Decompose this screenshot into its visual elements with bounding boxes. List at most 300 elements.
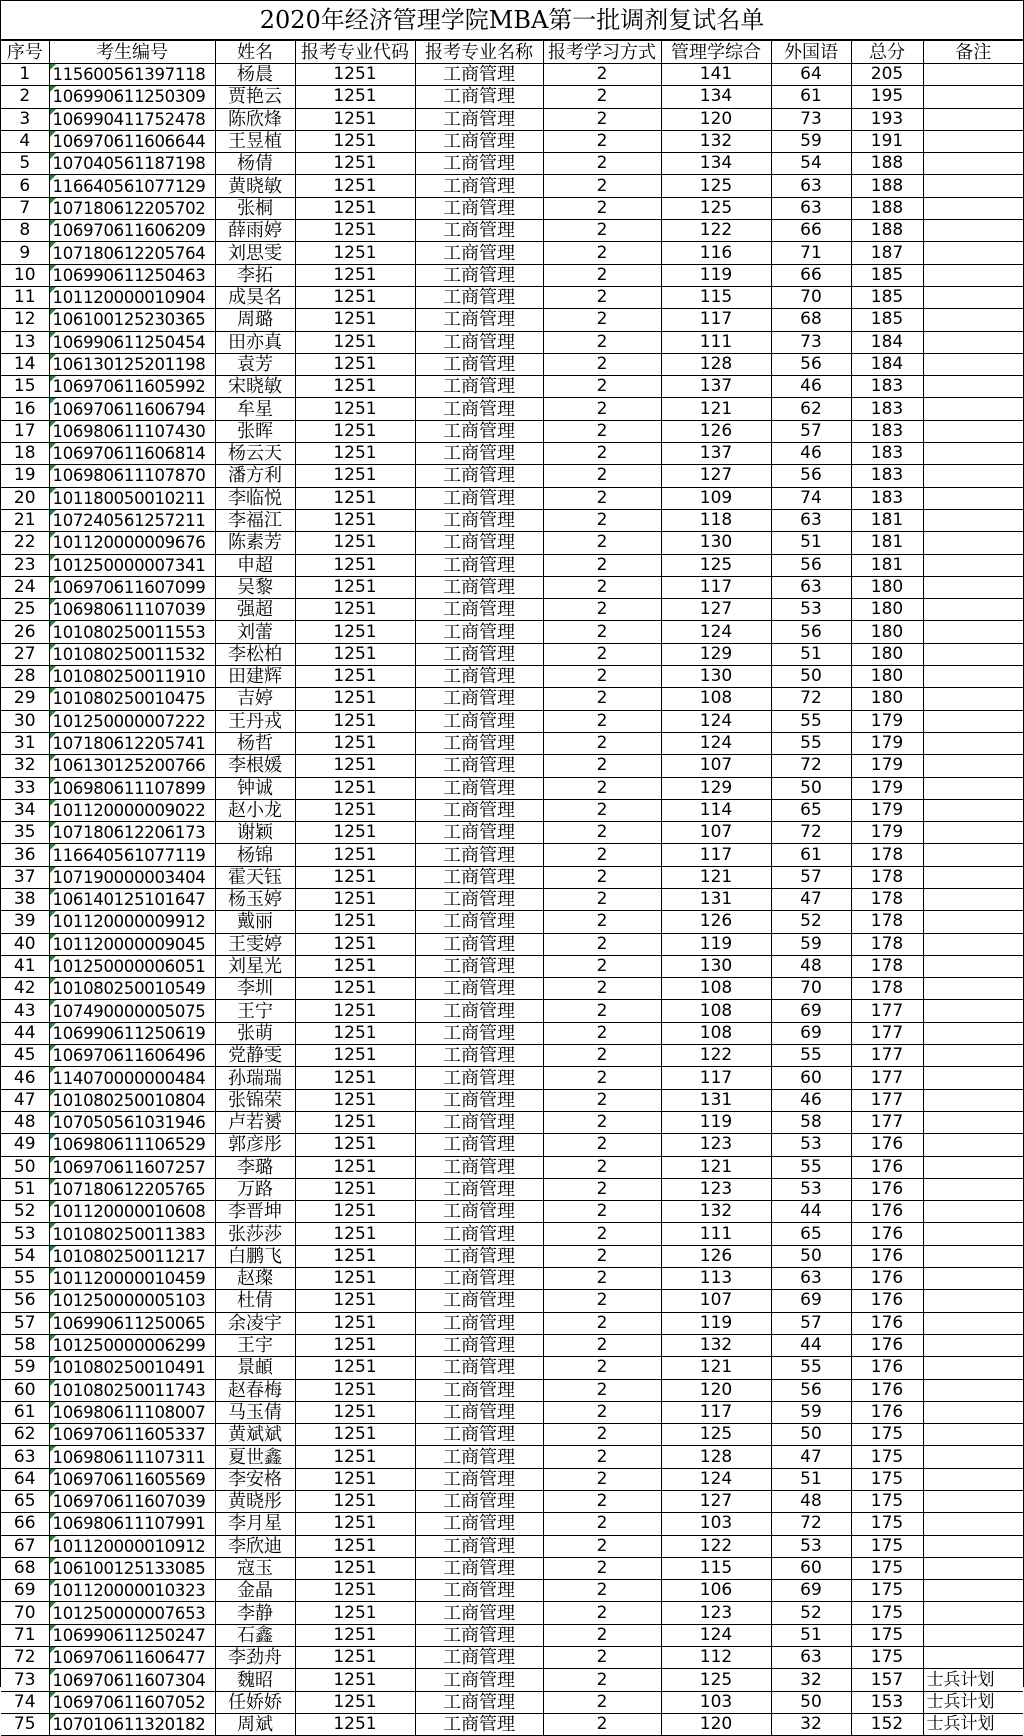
exam-id-cell: 106990611250309 (49, 86, 215, 108)
exam-id-cell: 106970611607052 (49, 1691, 215, 1713)
name-cell: 杨晨 (215, 64, 295, 86)
major-code-cell: 1251 (295, 978, 415, 1000)
seq-cell: 75 (1, 1713, 49, 1735)
name-cell: 李欣迪 (215, 1535, 295, 1557)
name-cell: 白鹏飞 (215, 1245, 295, 1267)
major-name-cell: 工商管理 (415, 1000, 543, 1022)
study-mode-cell: 2 (543, 844, 661, 866)
table-row (1, 1178, 1023, 1200)
exam-id-cell: 106100125133085 (49, 1557, 215, 1579)
major-name-cell: 工商管理 (415, 933, 543, 955)
major-name-cell: 工商管理 (415, 1580, 543, 1602)
major-code-cell: 1251 (295, 443, 415, 465)
study-mode-cell: 2 (543, 1401, 661, 1423)
remarks-cell (923, 264, 1023, 286)
seq-cell: 50 (1, 1156, 49, 1178)
seq-cell: 22 (1, 532, 49, 554)
table-row (1, 220, 1023, 242)
seq-cell: 66 (1, 1513, 49, 1535)
study-mode-cell: 2 (543, 443, 661, 465)
name-cell: 黄斌斌 (215, 1424, 295, 1446)
seq-cell: 1 (1, 64, 49, 86)
table-row (1, 1424, 1023, 1446)
foreign-language-cell: 57 (771, 420, 851, 442)
table-row (1, 666, 1023, 688)
table-row (1, 1134, 1023, 1156)
foreign-language-cell: 65 (771, 1223, 851, 1245)
name-cell: 田亦真 (215, 331, 295, 353)
exam-id-cell: 106990611250247 (49, 1624, 215, 1646)
major-code-cell: 1251 (295, 1379, 415, 1401)
table-row (1, 755, 1023, 777)
major-code-cell: 1251 (295, 1245, 415, 1267)
foreign-language-cell: 44 (771, 1201, 851, 1223)
total-score-cell: 179 (851, 732, 923, 754)
total-score-cell: 176 (851, 1334, 923, 1356)
management-score-cell: 116 (661, 242, 771, 264)
foreign-language-cell: 51 (771, 532, 851, 554)
major-name-cell: 工商管理 (415, 1089, 543, 1111)
seq-cell: 31 (1, 732, 49, 754)
major-code-cell: 1251 (295, 1134, 415, 1156)
name-cell: 张莎莎 (215, 1223, 295, 1245)
table-row (1, 1401, 1023, 1423)
exam-id-cell: 101250000006051 (49, 955, 215, 977)
name-cell: 王雯婷 (215, 933, 295, 955)
exam-id-cell: 106970611606209 (49, 220, 215, 242)
study-mode-cell: 2 (543, 309, 661, 331)
study-mode-cell: 2 (543, 1580, 661, 1602)
total-score-cell: 185 (851, 309, 923, 331)
exam-id-cell: 114070000000484 (49, 1067, 215, 1089)
remarks-cell (923, 1334, 1023, 1356)
study-mode-cell: 2 (543, 978, 661, 1000)
seq-cell: 21 (1, 509, 49, 531)
remarks-cell (923, 487, 1023, 509)
header-cell-exam-id: 考生编号 (49, 41, 215, 64)
seq-cell: 4 (1, 130, 49, 152)
table-row (1, 376, 1023, 398)
foreign-language-cell: 57 (771, 1312, 851, 1334)
foreign-language-cell: 51 (771, 1624, 851, 1646)
major-name-cell: 工商管理 (415, 1468, 543, 1490)
total-score-cell: 188 (851, 197, 923, 219)
remarks-cell (923, 64, 1023, 86)
major-code-cell: 1251 (295, 1357, 415, 1379)
management-score-cell: 119 (661, 933, 771, 955)
remarks-cell (923, 955, 1023, 977)
seq-cell: 38 (1, 888, 49, 910)
major-name-cell: 工商管理 (415, 1379, 543, 1401)
foreign-language-cell: 46 (771, 443, 851, 465)
major-name-cell: 工商管理 (415, 1045, 543, 1067)
exam-id-cell: 107050561031946 (49, 1111, 215, 1133)
name-cell: 黄晓敏 (215, 175, 295, 197)
remarks-cell (923, 153, 1023, 175)
study-mode-cell: 2 (543, 732, 661, 754)
remarks-cell (923, 888, 1023, 910)
major-code-cell: 1251 (295, 933, 415, 955)
remarks-cell (923, 666, 1023, 688)
foreign-language-cell: 69 (771, 1000, 851, 1022)
seq-cell: 12 (1, 309, 49, 331)
exam-id-cell: 106970611607304 (49, 1669, 215, 1691)
sheet-title: 2020年经济管理学院MBA第一批调剂复试名单 (1, 0, 1023, 40)
total-score-cell: 183 (851, 398, 923, 420)
seq-cell: 34 (1, 799, 49, 821)
name-cell: 杨哲 (215, 732, 295, 754)
total-score-cell: 177 (851, 1067, 923, 1089)
seq-cell: 51 (1, 1178, 49, 1200)
total-score-cell: 177 (851, 1045, 923, 1067)
name-cell: 李圳 (215, 978, 295, 1000)
management-score-cell: 115 (661, 1557, 771, 1579)
table-row (1, 621, 1023, 643)
name-cell: 杨云天 (215, 443, 295, 465)
management-score-cell: 117 (661, 309, 771, 331)
study-mode-cell: 2 (543, 376, 661, 398)
major-code-cell: 1251 (295, 911, 415, 933)
total-score-cell: 179 (851, 710, 923, 732)
total-score-cell: 184 (851, 331, 923, 353)
exam-id-cell: 101120000010459 (49, 1268, 215, 1290)
total-score-cell: 184 (851, 353, 923, 375)
major-name-cell: 工商管理 (415, 688, 543, 710)
table-row (1, 264, 1023, 286)
exam-id-cell: 106980611107991 (49, 1513, 215, 1535)
remarks-cell (923, 1111, 1023, 1133)
study-mode-cell: 2 (543, 1647, 661, 1669)
major-code-cell: 1251 (295, 643, 415, 665)
total-score-cell: 176 (851, 1134, 923, 1156)
management-score-cell: 119 (661, 1312, 771, 1334)
study-mode-cell: 2 (543, 755, 661, 777)
foreign-language-cell: 69 (771, 1022, 851, 1044)
major-code-cell: 1251 (295, 64, 415, 86)
seq-cell: 11 (1, 286, 49, 308)
major-code-cell: 1251 (295, 1401, 415, 1423)
exam-id-cell: 101250000006299 (49, 1334, 215, 1356)
table-body (1, 41, 1023, 1736)
seq-cell: 74 (1, 1691, 49, 1713)
remarks-cell (923, 1424, 1023, 1446)
name-cell: 钟诚 (215, 777, 295, 799)
table-row (1, 153, 1023, 175)
name-cell: 李临悦 (215, 487, 295, 509)
foreign-language-cell: 59 (771, 1401, 851, 1423)
exam-id-cell: 107190000003404 (49, 866, 215, 888)
study-mode-cell: 2 (543, 1312, 661, 1334)
remarks-cell (923, 331, 1023, 353)
seq-cell: 39 (1, 911, 49, 933)
major-name-cell: 工商管理 (415, 1334, 543, 1356)
study-mode-cell: 2 (543, 777, 661, 799)
foreign-language-cell: 50 (771, 1424, 851, 1446)
management-score-cell: 108 (661, 978, 771, 1000)
table-row (1, 1713, 1023, 1735)
name-cell: 赵小龙 (215, 799, 295, 821)
table-row (1, 1446, 1023, 1468)
remarks-cell (923, 197, 1023, 219)
major-code-cell: 1251 (295, 1468, 415, 1490)
total-score-cell: 180 (851, 599, 923, 621)
exam-id-cell: 106140125101647 (49, 888, 215, 910)
exam-id-cell: 101250000007341 (49, 554, 215, 576)
study-mode-cell: 2 (543, 86, 661, 108)
management-score-cell: 107 (661, 822, 771, 844)
exam-id-cell: 101080250010804 (49, 1089, 215, 1111)
name-cell: 夏世鑫 (215, 1446, 295, 1468)
name-cell: 袁芳 (215, 353, 295, 375)
management-score-cell: 106 (661, 1580, 771, 1602)
management-score-cell: 126 (661, 1245, 771, 1267)
major-name-cell: 工商管理 (415, 1201, 543, 1223)
management-score-cell: 128 (661, 353, 771, 375)
major-code-cell: 1251 (295, 1647, 415, 1669)
total-score-cell: 176 (851, 1357, 923, 1379)
major-code-cell: 1251 (295, 688, 415, 710)
remarks-cell (923, 576, 1023, 598)
name-cell: 马玉倩 (215, 1401, 295, 1423)
total-score-cell: 175 (851, 1513, 923, 1535)
major-code-cell: 1251 (295, 866, 415, 888)
table-row (1, 1580, 1023, 1602)
major-code-cell: 1251 (295, 1268, 415, 1290)
name-cell: 余凌宇 (215, 1312, 295, 1334)
seq-cell: 57 (1, 1312, 49, 1334)
remarks-cell (923, 822, 1023, 844)
major-name-cell: 工商管理 (415, 1557, 543, 1579)
foreign-language-cell: 50 (771, 666, 851, 688)
management-score-cell: 121 (661, 398, 771, 420)
major-code-cell: 1251 (295, 331, 415, 353)
total-score-cell: 183 (851, 376, 923, 398)
seq-cell: 13 (1, 331, 49, 353)
seq-cell: 64 (1, 1468, 49, 1490)
table-row (1, 64, 1023, 86)
remarks-cell (923, 309, 1023, 331)
major-name-cell: 工商管理 (415, 465, 543, 487)
header-cell-management-score: 管理学综合 (661, 41, 771, 64)
total-score-cell: 187 (851, 242, 923, 264)
seq-cell: 28 (1, 666, 49, 688)
study-mode-cell: 2 (543, 1624, 661, 1646)
remarks-cell (923, 1513, 1023, 1535)
exam-id-cell: 106970611605569 (49, 1468, 215, 1490)
total-score-cell: 176 (851, 1401, 923, 1423)
remarks-cell (923, 86, 1023, 108)
total-score-cell: 183 (851, 443, 923, 465)
major-name-cell: 工商管理 (415, 888, 543, 910)
table-row (1, 866, 1023, 888)
major-code-cell: 1251 (295, 1334, 415, 1356)
major-name-cell: 工商管理 (415, 1602, 543, 1624)
study-mode-cell: 2 (543, 1691, 661, 1713)
management-score-cell: 129 (661, 643, 771, 665)
name-cell: 陈素芳 (215, 532, 295, 554)
name-cell: 潘方利 (215, 465, 295, 487)
table-row (1, 599, 1023, 621)
name-cell: 成昊名 (215, 286, 295, 308)
foreign-language-cell: 72 (771, 755, 851, 777)
study-mode-cell: 2 (543, 1491, 661, 1513)
foreign-language-cell: 50 (771, 777, 851, 799)
major-code-cell: 1251 (295, 153, 415, 175)
study-mode-cell: 2 (543, 487, 661, 509)
exam-id-cell: 106980611106529 (49, 1134, 215, 1156)
seq-cell: 54 (1, 1245, 49, 1267)
major-name-cell: 工商管理 (415, 376, 543, 398)
major-code-cell: 1251 (295, 576, 415, 598)
major-name-cell: 工商管理 (415, 710, 543, 732)
name-cell: 杜倩 (215, 1290, 295, 1312)
name-cell: 田建辉 (215, 666, 295, 688)
foreign-language-cell: 59 (771, 933, 851, 955)
study-mode-cell: 2 (543, 799, 661, 821)
study-mode-cell: 2 (543, 1535, 661, 1557)
major-code-cell: 1251 (295, 1201, 415, 1223)
major-code-cell: 1251 (295, 799, 415, 821)
management-score-cell: 130 (661, 666, 771, 688)
major-name-cell: 工商管理 (415, 509, 543, 531)
management-score-cell: 103 (661, 1513, 771, 1535)
remarks-cell (923, 1401, 1023, 1423)
total-score-cell: 181 (851, 554, 923, 576)
foreign-language-cell: 46 (771, 376, 851, 398)
header-cell-major-name: 报考专业名称 (415, 41, 543, 64)
study-mode-cell: 2 (543, 64, 661, 86)
major-name-cell: 工商管理 (415, 732, 543, 754)
management-score-cell: 127 (661, 599, 771, 621)
total-score-cell: 176 (851, 1156, 923, 1178)
study-mode-cell: 2 (543, 197, 661, 219)
remarks-cell (923, 1580, 1023, 1602)
management-score-cell: 125 (661, 554, 771, 576)
management-score-cell: 127 (661, 465, 771, 487)
major-name-cell: 工商管理 (415, 108, 543, 130)
study-mode-cell: 2 (543, 1201, 661, 1223)
management-score-cell: 120 (661, 1379, 771, 1401)
seq-cell: 15 (1, 376, 49, 398)
table-row (1, 554, 1023, 576)
total-score-cell: 177 (851, 1000, 923, 1022)
name-cell: 卢若赟 (215, 1111, 295, 1133)
remarks-cell (923, 1557, 1023, 1579)
name-cell: 刘星光 (215, 955, 295, 977)
major-code-cell: 1251 (295, 487, 415, 509)
foreign-language-cell: 32 (771, 1713, 851, 1735)
remarks-cell (923, 799, 1023, 821)
study-mode-cell: 2 (543, 420, 661, 442)
remarks-cell (923, 599, 1023, 621)
foreign-language-cell: 32 (771, 1669, 851, 1691)
major-code-cell: 1251 (295, 264, 415, 286)
management-score-cell: 122 (661, 220, 771, 242)
table-row (1, 509, 1023, 531)
exam-id-cell: 106990411752478 (49, 108, 215, 130)
exam-id-cell: 106980611108007 (49, 1401, 215, 1423)
total-score-cell: 180 (851, 688, 923, 710)
major-name-cell: 工商管理 (415, 197, 543, 219)
major-name-cell: 工商管理 (415, 1446, 543, 1468)
foreign-language-cell: 73 (771, 331, 851, 353)
total-score-cell: 178 (851, 955, 923, 977)
major-code-cell: 1251 (295, 108, 415, 130)
major-code-cell: 1251 (295, 1669, 415, 1691)
table-row (1, 1000, 1023, 1022)
major-name-cell: 工商管理 (415, 1067, 543, 1089)
major-code-cell: 1251 (295, 398, 415, 420)
total-score-cell: 176 (851, 1268, 923, 1290)
foreign-language-cell: 56 (771, 621, 851, 643)
study-mode-cell: 2 (543, 1513, 661, 1535)
major-name-cell: 工商管理 (415, 1691, 543, 1713)
major-name-cell: 工商管理 (415, 1111, 543, 1133)
remarks-cell (923, 1067, 1023, 1089)
table-row (1, 1602, 1023, 1624)
remarks-cell: 士兵计划 (923, 1669, 1023, 1691)
name-cell: 杨锦 (215, 844, 295, 866)
exam-id-cell: 106980611107039 (49, 599, 215, 621)
total-score-cell: 183 (851, 465, 923, 487)
exam-id-cell: 101080250011217 (49, 1245, 215, 1267)
major-name-cell: 工商管理 (415, 220, 543, 242)
management-score-cell: 111 (661, 1223, 771, 1245)
major-code-cell: 1251 (295, 286, 415, 308)
table-row (1, 443, 1023, 465)
study-mode-cell: 2 (543, 1045, 661, 1067)
major-code-cell: 1251 (295, 554, 415, 576)
table-row (1, 1268, 1023, 1290)
study-mode-cell: 2 (543, 621, 661, 643)
foreign-language-cell: 53 (771, 1535, 851, 1557)
exam-id-cell: 106130125200766 (49, 755, 215, 777)
exam-id-cell: 107180612205764 (49, 242, 215, 264)
table-row (1, 465, 1023, 487)
total-score-cell: 178 (851, 866, 923, 888)
total-score-cell: 205 (851, 64, 923, 86)
table-row (1, 1312, 1023, 1334)
foreign-language-cell: 48 (771, 1491, 851, 1513)
total-score-cell: 183 (851, 420, 923, 442)
management-score-cell: 117 (661, 844, 771, 866)
management-score-cell: 134 (661, 153, 771, 175)
table-row (1, 86, 1023, 108)
name-cell: 张晖 (215, 420, 295, 442)
foreign-language-cell: 63 (771, 576, 851, 598)
foreign-language-cell: 59 (771, 130, 851, 152)
management-score-cell: 125 (661, 197, 771, 219)
foreign-language-cell: 51 (771, 643, 851, 665)
total-score-cell: 180 (851, 643, 923, 665)
remarks-cell (923, 1647, 1023, 1669)
table-row (1, 1379, 1023, 1401)
management-score-cell: 126 (661, 420, 771, 442)
name-cell: 王宁 (215, 1000, 295, 1022)
exam-id-cell: 101080250011532 (49, 643, 215, 665)
remarks-cell (923, 978, 1023, 1000)
table-row (1, 643, 1023, 665)
exam-id-cell: 101080250010475 (49, 688, 215, 710)
name-cell: 黄晓彤 (215, 1491, 295, 1513)
exam-id-cell: 106990611250463 (49, 264, 215, 286)
major-code-cell: 1251 (295, 1067, 415, 1089)
study-mode-cell: 2 (543, 1334, 661, 1356)
management-score-cell: 123 (661, 1134, 771, 1156)
major-name-cell: 工商管理 (415, 554, 543, 576)
major-name-cell: 工商管理 (415, 532, 543, 554)
major-name-cell: 工商管理 (415, 264, 543, 286)
